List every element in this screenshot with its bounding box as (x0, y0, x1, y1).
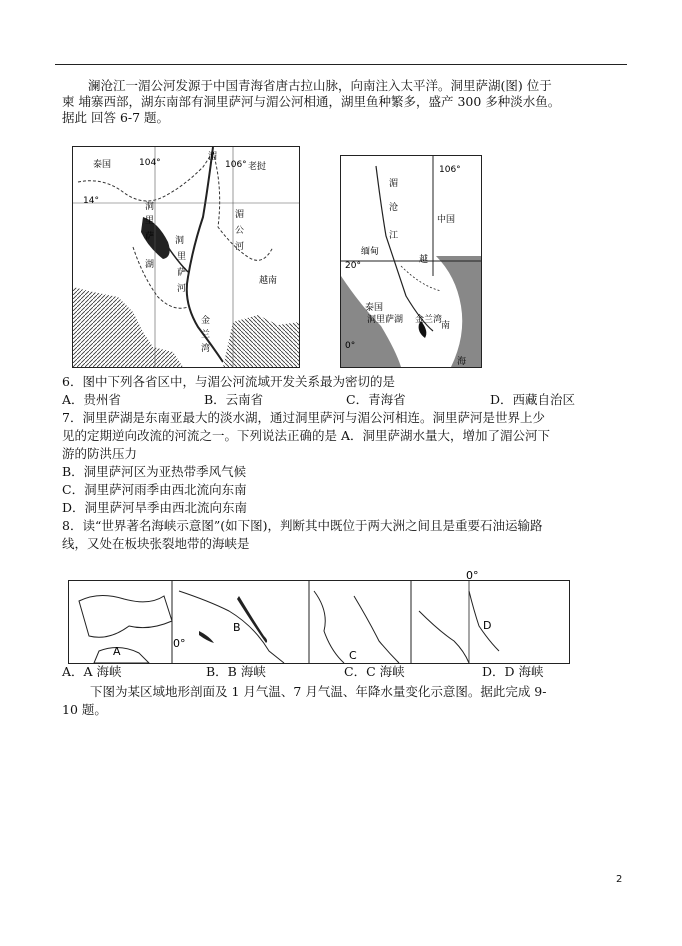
next-line-2: 10 题。 (62, 702, 107, 717)
intro-line-1: 澜沧江一湄公河发源于中国青海省唐古拉山脉，向南注入太平洋。洞里萨湖(图) 位于 (88, 78, 552, 93)
q8-option-c: C．C 海峡 (344, 664, 405, 679)
q8-line-1: 8．读“世界著名海峡示意图”(如下图)，判断其中既位于两大洲之间且是重要石油运输路 (62, 518, 543, 533)
rmap-label: 湄 (389, 179, 399, 189)
q6-options (62, 392, 622, 408)
rmap-label: 中国 (437, 215, 456, 225)
q8-option-a: A．A 海峡 (62, 664, 122, 679)
next-line-1: 下图为某区域地形剖面及 1 月气温、7 月气温、年降水量变化示意图。据此完成 9- (90, 684, 547, 699)
lmap-label: 104° (139, 158, 161, 168)
lmap-label: 泰国 (93, 160, 112, 170)
right-map-mekong (340, 155, 482, 368)
q8-option-b: B．B 海峡 (206, 664, 266, 679)
rmap-label: 缅甸 (361, 247, 380, 257)
lmap-label: 14° (83, 196, 99, 206)
q7-line-3: 游的防洪压力 (62, 446, 138, 461)
q7-option-b: B．洞里萨河区为亚热带季风气候 (62, 464, 247, 479)
lmap-label: 里 (145, 216, 155, 226)
q8-line-2: 线，又处在板块张裂地带的海峡是 (62, 536, 250, 551)
q6-option-c: C．青海省 (346, 392, 406, 407)
rmap-label: 106° (439, 165, 461, 175)
rmap-label: 金兰湾 (415, 315, 443, 325)
rmap-label: 越 (419, 255, 429, 265)
lmap-label: 河 (177, 284, 187, 294)
strait-label-0deg-1: 0° (173, 637, 186, 650)
rmap-label: 沧 (389, 203, 399, 213)
header-rule (55, 64, 627, 65)
q7-option-d: D．洞里萨河旱季由西北流向东南 (62, 500, 248, 515)
strait-label-d: D (483, 619, 492, 632)
lmap-label: 洞 (145, 202, 155, 212)
lmap-label: 萨 (177, 268, 187, 278)
lmap-label: 萨 (145, 232, 155, 242)
lmap-label: 河 (235, 242, 245, 252)
lmap-label: 湄 (208, 152, 218, 162)
rmap-label: 0° (345, 341, 356, 351)
q7-option-c: C．洞里萨河雨季由西北流向东南 (62, 482, 247, 497)
lmap-label: 湖 (145, 260, 155, 270)
q7-line-2: 见的定期逆向改流的河流之一。下列说法正确的是 A．洞里萨湖水量大，增加了湄公河下 (62, 428, 551, 443)
lmap-label: 湄 (235, 210, 245, 220)
rmap-label: 海 (457, 357, 467, 367)
intro-line-3: 据此 回答 6-7 题。 (62, 110, 170, 125)
lmap-label: 金 (201, 316, 211, 326)
q7-line-1: 7．洞里萨湖是东南亚最大的淡水湖，通过洞里萨河与湄公河相连。洞里萨河是世界上少 (62, 410, 545, 425)
rmap-label: 南 (441, 321, 451, 331)
intro-line-2: 柬 埔寨西部，湖东南部有洞里萨河与湄公河相通，湖里鱼种繁多，盛产 300 多种淡水鱼。 (62, 94, 561, 109)
rmap-label: 洞里萨湖 (367, 315, 404, 325)
q6-option-d: D．西藏自治区 (490, 392, 576, 407)
lmap-label: 越南 (259, 276, 278, 286)
q6-option-b: B．云南省 (204, 392, 264, 407)
rmap-label: 江 (389, 231, 399, 241)
q8-option-d: D．D 海峡 (482, 664, 544, 679)
page-number: 2 (616, 874, 623, 885)
q6-stem: 6．图中下列各省区中，与湄公河流域开发关系最为密切的是 (62, 374, 395, 389)
strait-label-b: B (233, 621, 241, 634)
strait-label-a: A (113, 645, 121, 658)
q8-options (62, 664, 582, 680)
rmap-label: 20° (345, 261, 361, 271)
lmap-label: 兰 (201, 330, 211, 340)
lmap-label: 湾 (201, 344, 211, 354)
left-map-mekong (72, 146, 300, 368)
q6-option-a: A．贵州省 (62, 392, 122, 407)
lmap-label: 老挝 (248, 162, 267, 172)
strait-label-0deg-2: 0° (466, 569, 479, 582)
straits-map-strip (68, 569, 570, 664)
strait-label-c: C (349, 649, 357, 662)
lmap-label: 106° (225, 160, 247, 170)
rmap-label: 泰国 (365, 303, 384, 313)
lmap-label: 里 (177, 252, 187, 262)
lmap-label: 洞 (175, 236, 185, 246)
lmap-label: 公 (235, 226, 245, 236)
